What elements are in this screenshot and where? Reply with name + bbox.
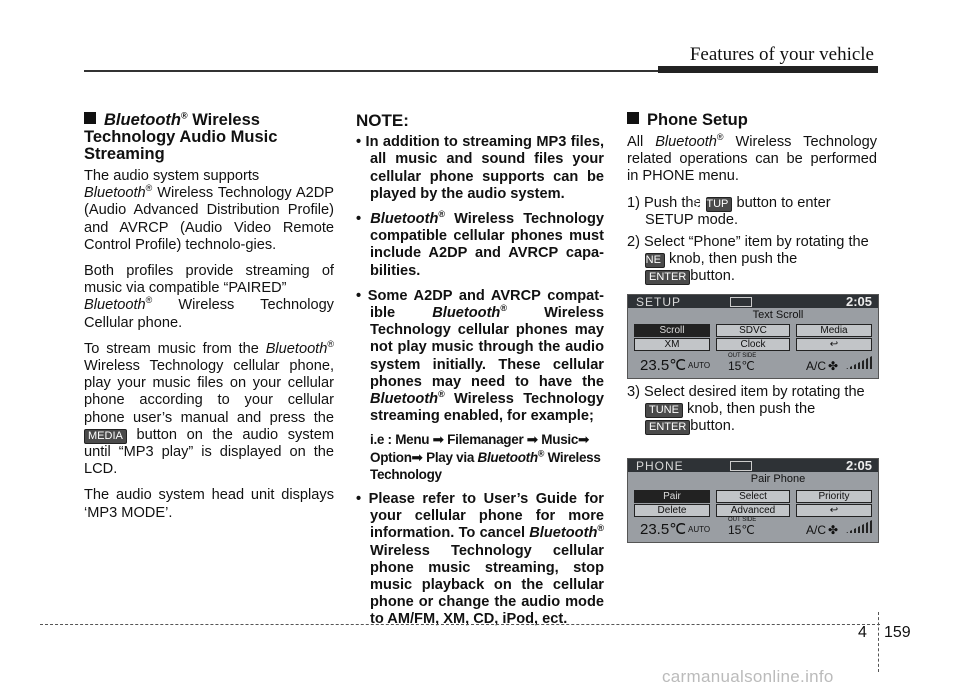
lcd-menu-item: Delete bbox=[634, 504, 710, 517]
lcd-menu-item: Clock bbox=[716, 338, 790, 351]
lcd-menu-item: XM bbox=[634, 338, 710, 351]
page-divider bbox=[878, 612, 879, 672]
lcd-subtitle: Pair Phone bbox=[750, 473, 806, 485]
note-item: • Some A2DP and AVRCP compat-ible Bluetooth® Wireless Technology cellular phones may not play music through the audio system initially. These cellular phones may need to have the Bluetooth® Wireless Technology streaming enabled, for example; bbox=[356, 287, 604, 425]
header-bar bbox=[658, 66, 878, 73]
lcd-menu-item: SDVC bbox=[716, 324, 790, 337]
left-column bbox=[84, 112, 334, 531]
footer-rule bbox=[40, 624, 880, 625]
step-2: 2) Select “Phone” item by rotating the TUNE knob, then push the ENTER button. bbox=[627, 234, 869, 285]
signal-bars-icon bbox=[846, 519, 874, 533]
lcd-menu-item: Scroll bbox=[634, 324, 710, 337]
square-bullet-icon bbox=[627, 112, 639, 124]
header-title: Features of your vehicle bbox=[689, 44, 874, 65]
paragraph: The audio system supports Bluetooth® Wireless Technology A2DP (Audio Advanced Distribution Profile) and AVRCP (Audio Video Remote Control Profile) technolo-gies. bbox=[84, 168, 334, 253]
bluetooth-status-icon bbox=[730, 297, 752, 307]
lcd-temperature: 23.5℃ bbox=[640, 357, 687, 374]
bluetooth-status-icon bbox=[730, 461, 752, 471]
chapter-number: 4 bbox=[858, 624, 867, 641]
paragraph: The audio system head unit displays ‘MP3 MODE’. bbox=[84, 487, 334, 521]
note-item: • Bluetooth® Wireless Technology compatible cellular phones must include A2DP and AVRCP capa-bilities. bbox=[356, 209, 605, 279]
paragraph: To stream music from the Bluetooth® Wireless Technology cellular phone, play your music files on your cellular phone according to your cellular phone user’s manual and press the MEDIA button on the audio system until “MP3 play” is displayed on the LCD. bbox=[84, 338, 334, 478]
menu-path: i.e : Menu ➟ Filemanager ➟ Music➟ Option➟ Play via Bluetooth® Wireless Technology bbox=[370, 432, 601, 482]
enter-button-label: ENTER bbox=[645, 270, 690, 285]
enter-button-label: ENTER bbox=[645, 420, 690, 435]
phone-setup-heading: Phone Setup bbox=[627, 112, 877, 129]
lcd-subtitle: Text Scroll bbox=[752, 309, 804, 321]
lcd-menu-item: Pair bbox=[634, 490, 710, 503]
lcd-menu-item: Media bbox=[796, 324, 872, 337]
lcd-mode: SETUP bbox=[636, 295, 682, 309]
step-1: 1) Push the SETUP button to enter SETUP mode. bbox=[627, 194, 831, 228]
lcd-ac: A/C bbox=[806, 523, 827, 537]
lcd-outside-temp: 15℃ bbox=[728, 523, 755, 537]
fan-icon: ✤ bbox=[828, 523, 839, 537]
tune-button-label: TUNE bbox=[645, 403, 683, 418]
signal-bars-icon bbox=[846, 355, 874, 369]
fan-icon: ✤ bbox=[828, 359, 839, 373]
note-item: • In addition to streaming MP3 files, all music and sound files your cellular phone supports can be played by the audio system. bbox=[356, 134, 604, 202]
setup-lcd-screen bbox=[627, 294, 879, 379]
lcd-auto: AUTO bbox=[688, 525, 711, 534]
tune-button-label: TUNE bbox=[645, 253, 665, 268]
lcd-outside-label: OUT SIDE bbox=[728, 517, 757, 523]
page-number: 159 bbox=[884, 624, 911, 641]
right-column bbox=[627, 112, 877, 291]
lcd-menu-item: Select bbox=[716, 490, 790, 503]
lcd-ac: A/C bbox=[806, 359, 827, 373]
phone-lcd-screen bbox=[627, 458, 879, 543]
square-bullet-icon bbox=[84, 112, 96, 124]
lcd-auto: AUTO bbox=[688, 361, 711, 370]
lcd-back-icon: ↩ bbox=[796, 338, 872, 351]
lcd-back-icon: ↩ bbox=[796, 504, 872, 517]
note-title: NOTE: bbox=[356, 111, 409, 130]
lcd-menu-item: Advanced bbox=[716, 504, 790, 517]
setup-button-label: SETUP bbox=[706, 197, 733, 212]
lcd-mode: PHONE bbox=[636, 459, 684, 473]
paragraph: All Bluetooth® Wireless Technology related operations can be performed in PHONE menu. bbox=[627, 132, 877, 185]
lcd-outside-label: OUT SIDE bbox=[728, 353, 757, 359]
lcd-clock: 2:05 bbox=[845, 294, 872, 309]
right-column-lower bbox=[627, 384, 877, 441]
note-item: • Please refer to User’s Guide for your cellular phone for more information. To cancel Bluetooth® Wireless Technology cellular phone music streaming, stop music playback on the cellular phone or change the audio mode to AM/FM, XM, CD, iPod, ect. bbox=[356, 491, 604, 628]
note-column bbox=[356, 112, 604, 637]
media-button-label: MEDIA bbox=[84, 429, 127, 444]
footer-watermark: carmanualsonline.info bbox=[662, 667, 834, 686]
lcd-clock: 2:05 bbox=[845, 458, 872, 473]
lcd-temperature: 23.5℃ bbox=[640, 521, 687, 538]
lcd-menu-item: Priority bbox=[796, 490, 872, 503]
lcd-outside-temp: 15℃ bbox=[728, 359, 755, 373]
paragraph: Both profiles provide streaming of music via compatible “PAIRED” Bluetooth® Wireless Technology Cellular phone. bbox=[84, 263, 334, 331]
bt-streaming-heading: Bluetooth® Wireless Technology Audio Music Streaming bbox=[84, 110, 278, 163]
step-3: 3) Select desired item by rotating the TUNE knob, then push the ENTER button. bbox=[627, 384, 865, 435]
